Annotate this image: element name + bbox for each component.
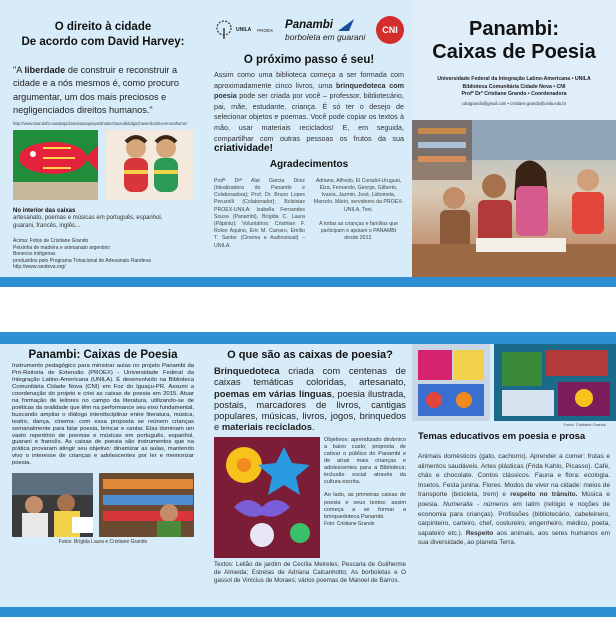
library-shelves-photo xyxy=(99,473,194,537)
indigenous-dolls-photo xyxy=(106,130,193,200)
caixas-photos xyxy=(12,473,194,537)
cover-org-line3: Profª Drª Cristiane Grando • Coordenadora xyxy=(461,91,567,98)
brochure-outside-sheet xyxy=(0,0,616,287)
crafts-caption-title: No interior das caixas xyxy=(13,207,76,214)
crafts-photos xyxy=(13,130,193,200)
crafts-caption-text: artesanato, poemas e músicas em português, espanhol, guarani, francês, inglês... xyxy=(13,215,163,229)
fish-illustration xyxy=(13,130,98,200)
thanks-heading: Agradecimentos xyxy=(269,158,349,170)
panel-temas-educativos xyxy=(412,344,616,607)
panel-cover xyxy=(412,0,616,277)
cover-contact: cdragrando@gmail.com • cristiane.grando@unila.edu.br xyxy=(461,100,567,106)
themes-heading: Temas educativos em poesia e prosa xyxy=(418,431,586,442)
butterfly-icon xyxy=(337,18,355,32)
colorful-toys-photo xyxy=(214,437,320,558)
reading-illustration xyxy=(12,473,93,537)
panel-proximo-passo xyxy=(206,0,412,277)
themes-photo-caption: Fotos: Cristiane Grando xyxy=(563,422,606,427)
harvey-title-line1: O direito à cidade xyxy=(54,21,152,33)
cover-title-line2: Caixas de Poesia xyxy=(432,41,596,63)
poem-texts-credit: Textos: Leilão de jardim de Cecília Meireles; Pescaria de Guilherme de Almeida; Estrelas de Adriana Calcanhotto; As borboletas e O gassol de Vinícius de Moraes; vários poemas de Manoel de Barros. xyxy=(214,560,406,585)
cover-title-band xyxy=(412,0,616,120)
panel-o-que-sao xyxy=(206,344,412,607)
what-image-row xyxy=(214,437,406,558)
what-heading: O que são as caixas de poesia? xyxy=(227,349,393,361)
cover-title-line1: Panambi: xyxy=(468,18,560,40)
thanks-left: Profª Drª Alai Garcia Diniz (Idealizadora do Panambi e Colaboradora); Prof. Dr. Bruno Lopes Peruzolli (Colaborador); Bolsistas PROEX-UNILA: Izabella Fernandes Sousa (Panambi), Brígida C. Laura (Pãpintu); Voluntários: Cristhian F. Rolon Aquino, Eric M. Carraro, Emílio T. Santor (Cinema e Audiovisual) – UNILA. xyxy=(214,177,305,249)
crafts-credits: Acima: Fotos de Cristiane Grando Peixinha de madeira e artesanato argentino Bonecos indígenas produzidos pelo Programa Trinacional de Artesanato Randeva http://www.randeva.org/ xyxy=(13,238,151,271)
toys-illustration xyxy=(214,437,320,558)
poetry-boxes-illustration xyxy=(412,344,616,421)
caixas-heading: Panambi: Caixas de Poesia xyxy=(28,349,178,361)
what-lead-text: Brinquedoteca criada com centenas de caixas temáticas coloridas, artesanato, poemas em várias línguas, poesia ilustrada, postais, marcadores de livros, cantigas populares, músicas, livros, jogos, brinquedos e materiais reciclados. xyxy=(214,365,406,433)
logo-bar xyxy=(214,13,404,47)
what-side-text xyxy=(324,437,406,558)
panel-direito-a-cidade xyxy=(0,0,206,277)
harvey-title-line2: De acordo com David Harvey: xyxy=(21,36,185,48)
caixas-photo-caption: Fotos: Brígida Laura e Cristiane Grando xyxy=(58,539,148,546)
cni-logo: CNI xyxy=(376,16,404,44)
cover-org-line1: Universidade Federal da Integração Latino-Americana • UNILA xyxy=(437,76,591,82)
dolls-illustration xyxy=(106,130,193,200)
unila-tree-icon xyxy=(214,20,234,40)
wooden-fish-photo xyxy=(13,130,98,200)
panambi-logo: Panambi borboleta em guarani xyxy=(285,19,366,42)
harvey-quote-source: http://www.tirandoficcaodaspiclasvivasaquiejardinsdochaveafidalgochaverdodotvermorahamm xyxy=(13,120,188,126)
harvey-quote: "A liberdade de construir e reconstruir a cidade e a nós mesmos é, como procuro argumentar, um dos mais preciosos e negligenciados direitos humanos." xyxy=(13,65,179,116)
next-step-heading: O próximo passo é seu! xyxy=(243,54,375,66)
themes-text: Animais domésticos (gato, cachorro). Aprender a comer: frutas e alimentos saudáveis. Artes plásticas (Frida Kahlo, Picasso). Café, chás e chocolate. Contos clássicos. Fauna e flora: ecologia. Insetos. Festa junina. Flores. Modos de viver na cidade: meios de transporte (bicicleta, trem) e respeito no trânsito. Música e poesia. Numeralia - números em latim (relógio e noções de economia para crianças). Profissões (bibliotecário, cabeleireiro, carpinteiro, carteiro, chef, costureiro, engenheiro, médico, poeta, sapateiro etc.). Respeito aos animais, aos seres humanos em sua diversidade, ao planeta Terra. xyxy=(418,453,610,547)
panel-caixas-de-poesia xyxy=(0,344,206,607)
next-step-text: Assim como uma biblioteca começa a ser formada com aproximadamente cinco livros, uma brinquedoteca com poesia pode ser criada por você – professor, bibliotecário, pai, mãe, estudante, criança. É só ter o desejo de selecionar objetos e poemas. Você pode copiar os textos à mão, usar materiais reciclados! E, em seguida, compartilhar com outras pessoas os frutos da sua criatividade! xyxy=(214,70,404,155)
first-boxes-text: Ao lado, as primeiras caixas de poesia e seus textos: assim começa a se formar a brinquedoteca Panambi. xyxy=(324,492,406,520)
first-boxes-credit: Foto: Cristiane Grando xyxy=(324,520,375,527)
thanks-columns xyxy=(214,178,404,250)
cover-org-line2: Biblioteca Comunitária Cidade Nova • CNI xyxy=(462,83,566,90)
brochure-inside-sheet xyxy=(0,332,616,617)
children-illustration xyxy=(412,120,616,277)
children-reading-photo xyxy=(412,120,616,277)
objectives-text: Objetivos: aprendizado dinâmico a baixo custo; proposta de cativar o público do Panambi e de atrair mais crianças e adolescentes para a Biblioteca; inclusão social através da cultura escrita. xyxy=(324,436,406,486)
caixas-text: Instrumento pedagógico para ministrar aulas no projeto Panambi da Pró-Reitoria de Extensão (PROEX) - Universidade Federal da Integração Latino-Americana (UNILA). É desenvolvido na Biblioteca Comunitária Cidade Nova (CNI) em Foz do Iguaçu-PR. Assumi a coordenação do projeto e criei as caixas de poesia em 2015. Atuar na formação de leitores no campo da literatura, utilizando-se de poéticas da oralidade que têm na performance seu eixo fundamental, buscando ampliar o diálogo interdisciplinar entre literatura, música, teatro, dança, cinema: com essa proposta se reúnem crianças semanalmente para falar poesia, brincar e cantar. Elas dominam um vasto repertório de poemas e músicas em português, espanhol, guarani e francês. As caixas de poesia são instrumentos que na prática provaram atingir seu objetivo: dinamizar as aulas, mantendo vivo o interesse de crianças e adolescentes por ler e memorizar poesia. xyxy=(12,363,194,467)
thanks-right: Adriano, Alfredo, El Coradol-Uruguai, Elza, Fernando, George, Gilberto, Ivania, Jazmin, José, Lidiomela, Marcelo, Mário, servidores da PROEX-UNILA, Toni. A todas as crianças e famílias que participam e apoiam o PANAMBI desde 2012. xyxy=(313,177,404,242)
unila-logo: UNILA PROEX xyxy=(214,20,273,40)
reading-children-photo xyxy=(12,473,93,537)
shelves-illustration xyxy=(99,473,194,537)
themes-photos xyxy=(412,344,616,421)
